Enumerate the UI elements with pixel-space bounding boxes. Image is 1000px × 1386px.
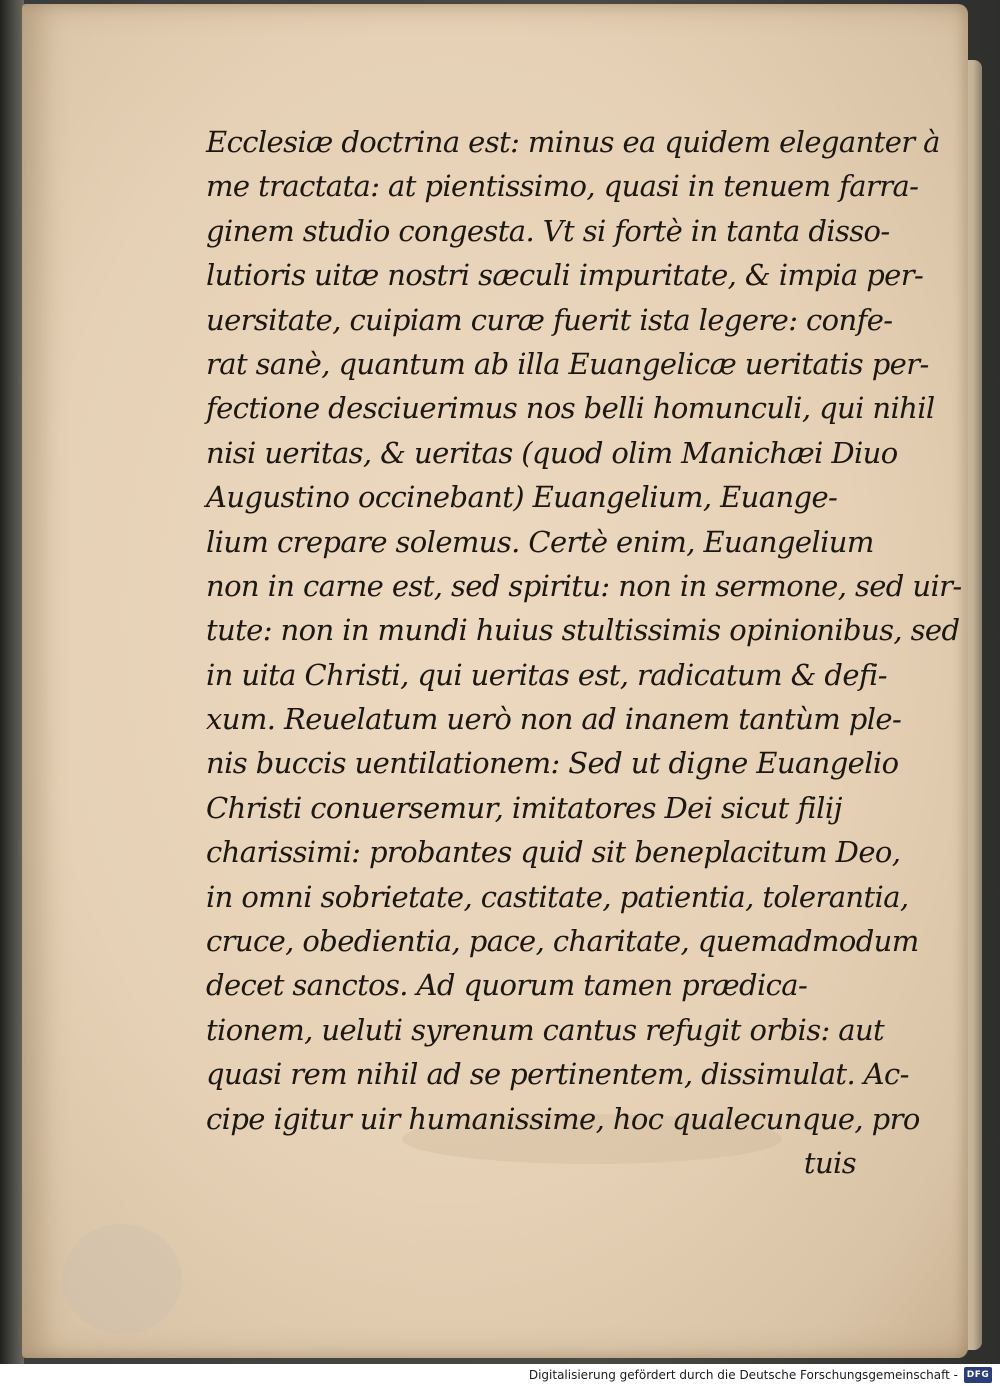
text-line: rat sanè, quantum ab illa Euangelicæ ueritatis per- — [206, 346, 929, 381]
text-line: Augustino occinebant) Euangelium, Euange- — [206, 480, 838, 515]
text-line: cipe igitur uir humanissime, hoc qualecunque, pro — [206, 1101, 920, 1136]
funding-credit: Digitalisierung gefördert durch die Deutsche Forschungsgemeinschaft - — [528, 1368, 958, 1382]
text-line: decet sanctos. Ad quorum tamen prædica- — [206, 968, 808, 1003]
text-line: me tractata: at pientissimo, quasi in tenuem farra- — [206, 169, 919, 204]
paper-stain — [62, 1224, 182, 1334]
book-binding — [0, 0, 24, 1364]
dfg-logo-icon[interactable]: DFG — [964, 1367, 992, 1383]
text-line: tute: non in mundi huius stultissimis opinionibus, sed — [206, 613, 960, 648]
text-line: Ecclesiæ doctrina est: minus ea quidem eleganter à — [206, 125, 940, 159]
text-line: nis buccis uentilationem: Sed ut digne Euangelio — [206, 746, 899, 781]
text-line: Christi conuersemur, imitatores Dei sicut filij — [206, 790, 842, 825]
catchword: tuis — [803, 1145, 856, 1180]
text-line: uersitate, cuipiam curæ fuerit ista legere: confe- — [206, 302, 893, 337]
text-line: in omni sobrietate, castitate, patientia, tolerantia, — [206, 879, 909, 914]
text-line: non in carne est, sed spiritu: non in sermone, sed uir- — [206, 568, 962, 603]
text-line: lutioris uitæ nostri sæculi impuritate, & impia per- — [206, 258, 924, 293]
text-line: nisi ueritas, & ueritas (quod olim Manichæi Diuo — [206, 435, 898, 470]
text-line: lium crepare solemus. Certè enim, Euangelium — [206, 524, 874, 559]
text-line: charissimi: probantes quid sit beneplacitum Deo, — [206, 835, 901, 870]
footer-bar — [0, 1364, 1000, 1386]
text-line: ginem studio congesta. Vt si fortè in tanta disso- — [206, 213, 890, 248]
text-line: quasi rem nihil ad se pertinentem, dissimulat. Ac- — [206, 1057, 909, 1092]
text-line: xum. Reuelatum uerò non ad inanem tantùm ple- — [206, 702, 902, 737]
body-text — [206, 120, 962, 1185]
text-line: tionem, ueluti syrenum cantus refugit orbis: aut — [206, 1012, 885, 1047]
text-line: in uita Christi, qui ueritas est, radicatum & defi- — [206, 657, 887, 692]
text-line: fectione desciuerimus nos belli homunculi, qui nihil — [206, 391, 935, 426]
text-line: cruce, obedientia, pace, charitate, quemadmodum — [206, 924, 919, 959]
